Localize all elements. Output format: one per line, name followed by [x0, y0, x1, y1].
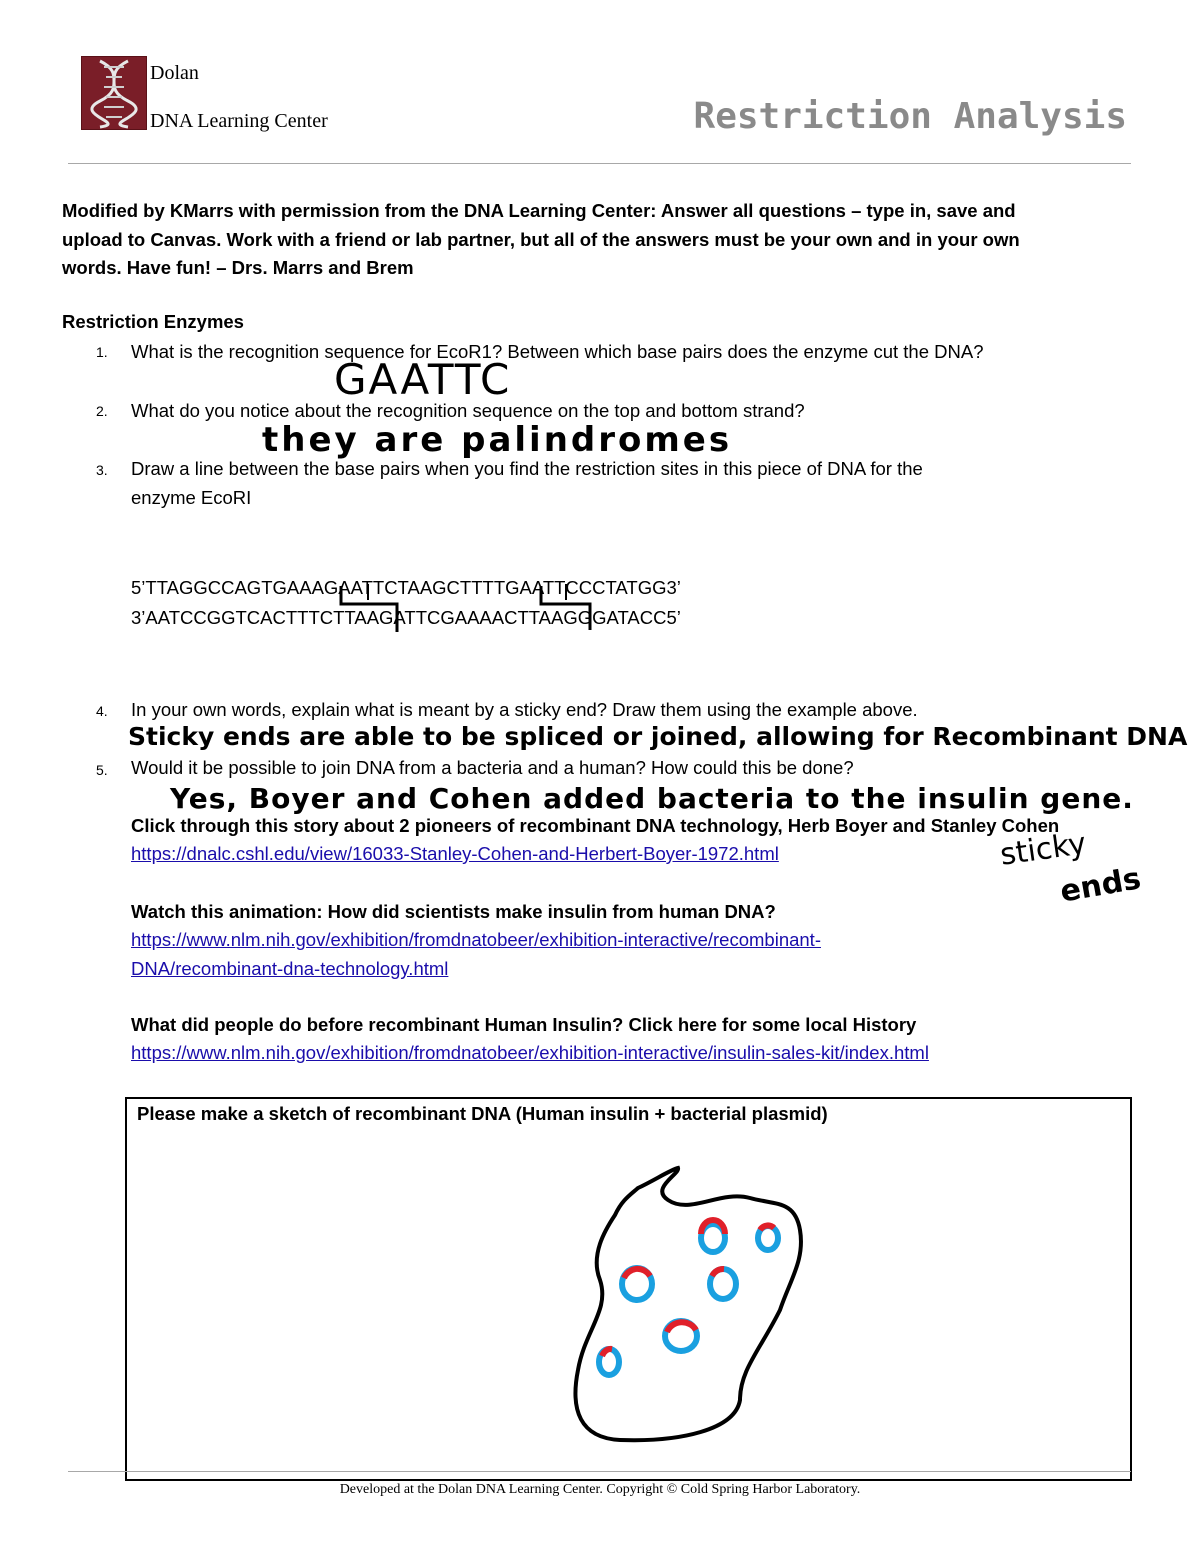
resource-1-link[interactable]: https://dnalc.cshl.edu/view/16033-Stanley-Cohen-and-Herbert-Boyer-1972.html [131, 843, 779, 864]
recombinant-dna-sketch [560, 1160, 880, 1450]
question-number-5: 5. [96, 762, 108, 778]
dna-bottom-strand: 3’AATCCGGTCACTTTCTTAAGATTCGAAAACTTAAGGGATACC5’ [131, 607, 681, 628]
header-divider [68, 163, 1131, 164]
question-number-1: 1. [96, 344, 108, 360]
handwritten-answer-2: they are palindromes [262, 420, 733, 460]
question-3-continued: enzyme EcoRI [131, 487, 252, 508]
resource-2-link[interactable]: https://www.nlm.nih.gov/exhibition/fromdnatobeer/exhibition-interactive/recombinant- [131, 929, 821, 950]
logo-text-dnalc: DNA Learning Center [150, 110, 328, 132]
cut-site-marks [330, 580, 600, 640]
section-title: Restriction Enzymes [62, 311, 244, 332]
question-1: What is the recognition sequence for EcoR1? Between which base pairs does the enzyme cut the DNA? [131, 341, 984, 362]
instructions-paragraph: Modified by KMarrs with permission from the DNA Learning Center: Answer all questions – type in, save and upload to Canvas. Work with a friend or lab partner, but all of the answers must be your own and in your own words. Have fun! – Drs. Marrs and Brem [62, 200, 1020, 278]
question-3: Draw a line between the base pairs when you find the restriction sites in this piece of DNA for the [131, 458, 923, 479]
resource-3-link[interactable]: https://www.nlm.nih.gov/exhibition/fromdnatobeer/exhibition-interactive/insulin-sales-kit/index.html [131, 1042, 929, 1063]
resource-1-title: Click through this story about 2 pioneers of recombinant DNA technology, Herb Boyer and Stanley Cohen [131, 815, 1060, 836]
handwritten-answer-5: Yes, Boyer and Cohen added bacteria to the insulin gene. [170, 782, 1134, 815]
question-4: In your own words, explain what is meant by a sticky end? Draw them using the example above. [131, 699, 918, 720]
handwritten-side-note-ends: ends [1057, 861, 1144, 910]
resource-2-title: Watch this animation: How did scientists make insulin from human DNA? [131, 901, 776, 922]
dna-top-strand: 5’TTAGGCCAGTGAAAGAATTCTAAGCTTTTGAATTCCCTATGG3’ [131, 577, 681, 598]
resource-2-link-continued[interactable]: DNA/recombinant-dna-technology.html [131, 958, 449, 979]
page-title: Restriction Analysis [693, 96, 1127, 137]
dna-logo-icon [81, 56, 147, 130]
footer-copyright: Developed at the Dolan DNA Learning Center. Copyright © Cold Spring Harbor Laboratory. [339, 1482, 861, 1497]
question-5: Would it be possible to join DNA from a bacteria and a human? How could this be done? [131, 757, 854, 778]
footer-divider [68, 1471, 1131, 1472]
handwritten-answer-4: Sticky ends are able to be spliced or joined, allowing for Recombinant DNA [128, 722, 1188, 751]
handwritten-answer-1: GAATTC [334, 355, 512, 404]
resource-3-title: What did people do before recombinant Human Insulin? Click here for some local History [131, 1014, 917, 1035]
logo-text-dolan: Dolan [150, 62, 199, 84]
handwritten-side-note-sticky: sticky [997, 826, 1089, 873]
question-number-2: 2. [96, 403, 108, 419]
question-number-3: 3. [96, 462, 108, 478]
question-2: What do you notice about the recognition sequence on the top and bottom strand? [131, 400, 805, 421]
question-number-4: 4. [96, 703, 108, 719]
sketch-box-label: Please make a sketch of recombinant DNA (Human insulin + bacterial plasmid) [137, 1103, 828, 1124]
